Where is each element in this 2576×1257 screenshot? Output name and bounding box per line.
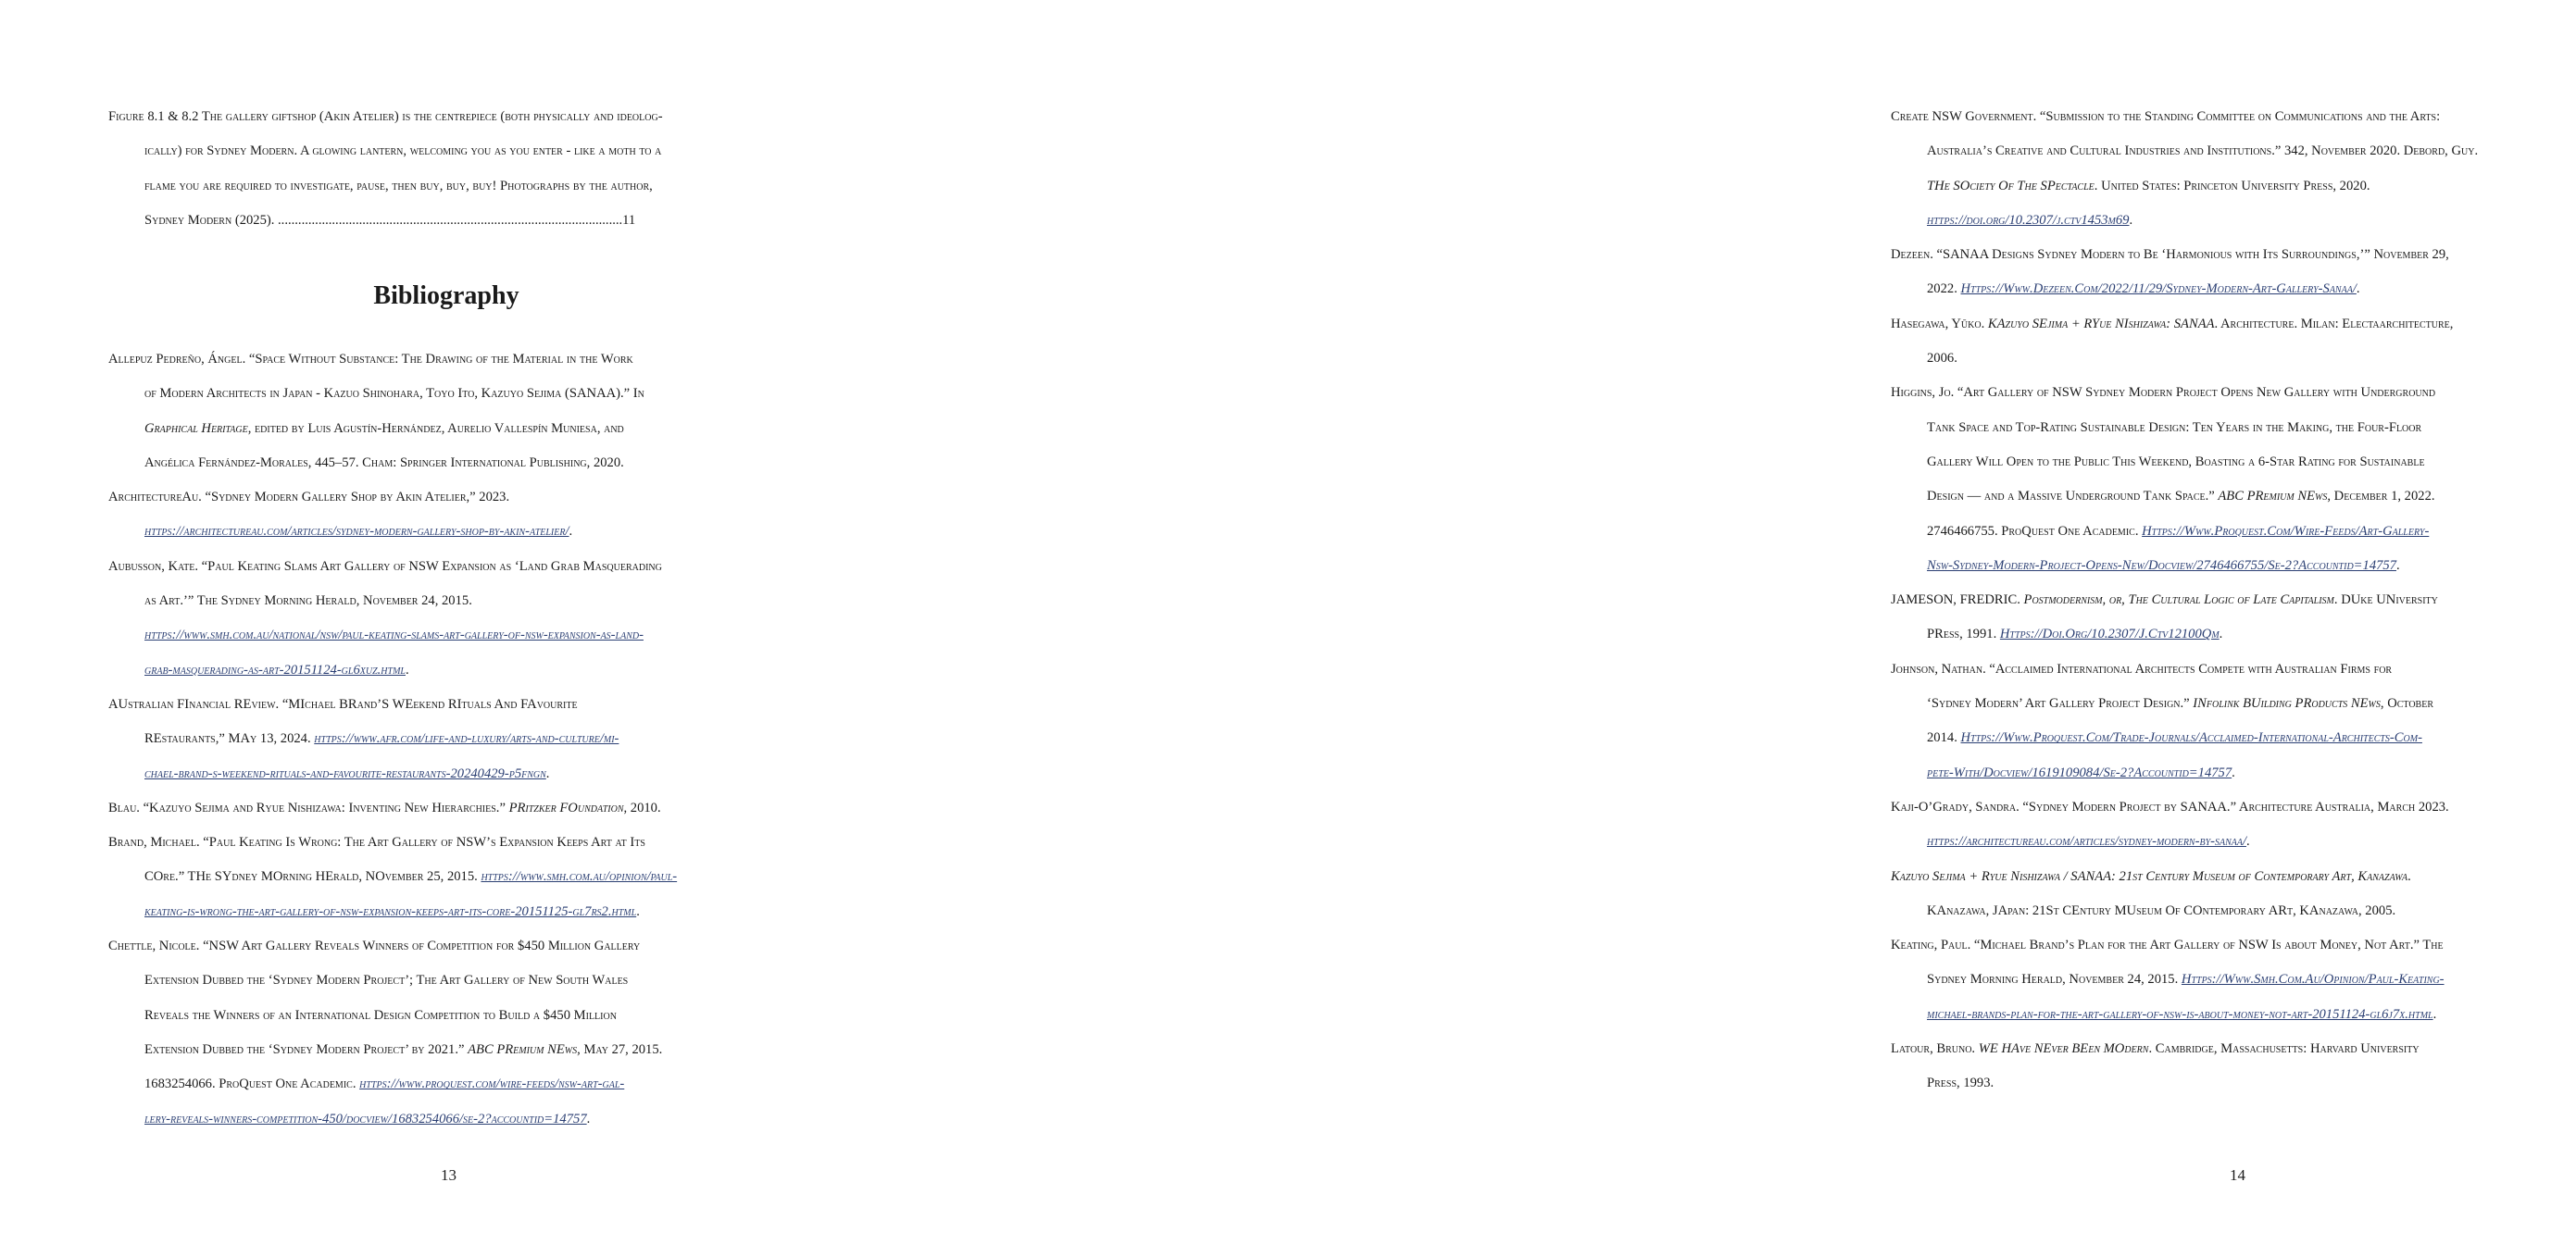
bibliography-entry: [108, 480, 784, 550]
reference-link[interactable]: Https://Www.Proquest.Com/Wire-Feeds/Art-Gallery-: [2142, 523, 2430, 539]
bibliography-entry: [1891, 100, 2576, 238]
bibliography-entry: [1891, 238, 2576, 307]
entry-text: JAMESON, FREDRIC.: [1891, 592, 2024, 608]
entry-text: .: [2129, 212, 2133, 228]
entry-line: [1891, 549, 2576, 583]
reference-link[interactable]: Https://Www.Dezeen.Com/2022/11/29/Sydney-Modern-Art-Gallery-Sanaa/: [1960, 281, 2357, 297]
entry-line: [108, 895, 784, 929]
entry-text: Hasegawa, Yūko.: [1891, 316, 1988, 331]
entry-line: [108, 1102, 784, 1137]
entry-text: .: [2407, 868, 2411, 884]
entry-line: [1891, 307, 2576, 342]
italic-title: PRitzker FOundation: [508, 800, 624, 815]
caption-line: ically) for Sydney Modern. A glowing lantern, welcoming you as you enter - like a moth to a: [144, 143, 662, 159]
entry-line: [1891, 860, 2576, 894]
italic-title: KAzuyo SEjima + RYue NIshizawa: SANAA: [1987, 316, 2215, 331]
italic-title: Kazuyo Sejima + Ryue Nishizawa / SANAA: 21st Century Museum of Contemporary Art, Kanazawa: [1891, 868, 2408, 884]
reference-link[interactable]: Https://Www.Smh.Com.Au/Opinion/Paul-Keating-: [2181, 972, 2445, 988]
entry-text: .: [2356, 281, 2360, 297]
bibliography-entry: [1891, 583, 2576, 653]
entry-text: .: [545, 765, 550, 781]
reference-link[interactable]: michael-brands-plan-for-the-art-gallery-of-nsw-is-about-money-not-art-20151124-gl6j7x.html: [1927, 1006, 2433, 1022]
entry-line: Higgins, Jo. “Art Gallery of NSW Sydney Modern Project Opens New Gallery with Underground: [1891, 385, 2436, 401]
entry-line: [1891, 1032, 2576, 1066]
entry-text: 2746466755. ProQuest One Academic.: [1927, 523, 2143, 539]
bibliography-entry: [108, 929, 784, 1137]
page-number: 14: [2230, 1166, 2245, 1184]
entry-text: . Cambridge, Massachusetts: Harvard University: [2148, 1041, 2420, 1057]
caption-line: flame you are required to investigate, pause, then buy, buy, buy! Photographs by the author,: [144, 178, 653, 193]
entry-line: AUstralian FInancial REview. “MIchael BRand’S WEekend RItuals And FAvourite: [108, 697, 578, 712]
entry-text: .: [569, 524, 573, 540]
reference-link[interactable]: https://doi.org/10.2307/j.ctv1453m69: [1927, 212, 2130, 228]
entry-line: Allepuz Pedreño, Ángel. “Space Without Substance: The Drawing of the Material in the Work: [108, 352, 633, 367]
entry-line: [1891, 583, 2576, 617]
entry-line: Press, 1993.: [1927, 1076, 1995, 1091]
bibliography-entry: [1891, 790, 2576, 860]
entry-line: [108, 860, 784, 894]
italic-title: Postmodernism, or, The Cultural Logic of Late Capitalism: [2023, 592, 2334, 608]
entry-line: Kaji-O’Grady, Sandra. “Sydney Modern Project by SANAA.” Architecture Australia, March 2023.: [1891, 800, 2449, 815]
entry-text: .: [2219, 627, 2223, 642]
entry-line: 2006.: [1927, 351, 1957, 367]
italic-title: THe SOciety Of The SPectacle: [1927, 178, 2095, 193]
bibliography-entry: [1891, 928, 2576, 1032]
entry-line: [108, 412, 784, 446]
entry-line: [108, 791, 784, 826]
reference-link[interactable]: https://www.proquest.com/wire-feeds/nsw-art-gal-: [359, 1077, 625, 1092]
entry-line: [1891, 687, 2576, 721]
entry-text: .: [586, 1111, 591, 1126]
entry-text: Sydney Morning Herald, November 24, 2015.: [1927, 972, 2182, 988]
entry-line: [1891, 825, 2576, 859]
reference-link[interactable]: Https://Www.Proquest.Com/Trade-Journals/Acclaimed-International-Architects-Com-: [1960, 730, 2422, 746]
entry-line: [1891, 515, 2576, 549]
entry-text: , October: [2380, 696, 2433, 712]
figure-caption: [108, 100, 784, 238]
reference-link[interactable]: https://www.smh.com.au/opinion/paul-: [481, 869, 678, 885]
entry-text: .: [2396, 557, 2400, 573]
reference-link[interactable]: pete-With/Docview/1619109084/Se-2?Accountid=14757: [1927, 765, 2232, 780]
entry-text: Latour, Bruno.: [1891, 1041, 1979, 1057]
entry-line: [108, 515, 784, 549]
entry-text: , 2010.: [623, 800, 661, 815]
entry-text: Blau. “Kazuyo Sejima and Ryue Nishizawa: Inventing New Hierarchies.”: [108, 800, 509, 815]
reference-link[interactable]: Nsw-Sydney-Modern-Project-Opens-New/Docview/2746466755/Se-2?Accountid=14757: [1927, 557, 2397, 573]
reference-link[interactable]: https://architectureau.com/articles/sydney-modern-gallery-shop-by-akin-atelier/: [144, 524, 569, 540]
italic-title: ABC PRemium NEws: [468, 1041, 578, 1057]
bibliography-heading: Bibliography: [373, 281, 519, 310]
reference-link[interactable]: https://architectureau.com/articles/sydney-modern-by-sanaa/: [1927, 834, 2247, 850]
entry-text: . DUke UNiversity: [2333, 592, 2438, 608]
entry-line: Create NSW Government. “Submission to the Standing Committee on Communications and the Arts:: [1891, 109, 2441, 124]
entry-text: .: [2232, 765, 2235, 780]
entry-line: Aubusson, Kate. “Paul Keating Slams Art Gallery of NSW Expansion as ‘Land Grab Masquerading: [108, 558, 662, 574]
bibliography-entry: [1891, 1032, 2576, 1101]
reference-link[interactable]: chael-brand-s-weekend-rituals-and-favourite-restaurants-20240429-p5fngn: [144, 765, 546, 781]
entry-text: . United States: Princeton University Press, 2020.: [2094, 178, 2370, 193]
entry-line: [1891, 998, 2576, 1032]
entry-line: Keating, Paul. “Michael Brand’s Plan for the Art Gallery of NSW Is about Money, Not Art.” The: [1891, 938, 2444, 953]
bibliography-entry: [1891, 376, 2576, 583]
entry-line: [1891, 963, 2576, 997]
reference-link[interactable]: Https://Doi.Org/10.2307/J.Ctv12100Qm: [1999, 627, 2220, 642]
entry-line: [108, 653, 784, 688]
entry-line: [108, 722, 784, 756]
italic-title: WE HAve NEver BEen MOdern: [1978, 1041, 2149, 1057]
entry-text: COre.” THe SYdney MOrning HErald, NOvember 25, 2015.: [144, 869, 481, 885]
entry-line: ArchitectureAu. “Sydney Modern Gallery Shop by Akin Atelier,” 2023.: [108, 490, 510, 505]
entry-text: Extension Dubbed the ‘Sydney Modern Project’ by 2021.”: [144, 1041, 469, 1057]
entry-line: of Modern Architects in Japan - Kazuo Shinohara, Toyo Ito, Kazuyo Sejima (SANAA).” In: [144, 386, 644, 402]
reference-link[interactable]: keating-is-wrong-the-art-gallery-of-nsw-expansion-keeps-art-its-core-20151125-gl7rs2.html: [144, 903, 637, 919]
entry-line: [1891, 721, 2576, 755]
reference-link[interactable]: lery-reveals-winners-competition-450/docview/1683254066/se-2?accountid=14757: [144, 1111, 587, 1126]
entry-line: Angélica Fernández-Morales, 445–57. Cham: Springer International Publishing, 2020.: [144, 454, 624, 470]
entry-text: , May 27, 2015.: [577, 1041, 663, 1057]
caption-line: Sydney Modern (2025). ......................................................................................................11: [144, 212, 636, 228]
entry-line: [108, 1067, 784, 1101]
bibliography-entry: [1891, 307, 2576, 377]
entry-text: 1683254066. ProQuest One Academic.: [144, 1077, 360, 1092]
italic-title: INfolink BUilding PRoducts NEws: [2193, 696, 2381, 712]
entry-line: [1891, 204, 2576, 238]
entry-line: [1891, 169, 2576, 204]
italic-title: Graphical Heritage: [144, 420, 248, 436]
entry-text: REstaurants,” MAy 13, 2024.: [144, 731, 315, 747]
entry-line: Dezeen. “SANAA Designs Sydney Modern to Be ‘Harmonious with Its Surroundings,’” November 29,: [1891, 247, 2449, 263]
bibliography-entry: [108, 550, 784, 688]
entry-line: [108, 1033, 784, 1067]
entry-text: , edited by Luis Agustín-Hernández, Aurelio Vallespín Muniesa, and: [247, 420, 624, 436]
entry-line: [108, 757, 784, 791]
bibliography-entry: [108, 688, 784, 791]
right-page: [889, 0, 2479, 1257]
entry-line: Australia’s Creative and Cultural Industries and Institutions.” 342, November 2020. Debord, Guy.: [1927, 143, 2479, 159]
entry-line: Gallery Will Open to the Public This Weekend, Boasting a 6-Star Rating for Sustainable: [1927, 454, 2425, 469]
entry-line: Extension Dubbed the ‘Sydney Modern Project’; The Art Gallery of New South Wales: [144, 973, 629, 989]
entry-text: ‘Sydney Modern’ Art Gallery Project Design.”: [1927, 696, 2194, 712]
entry-text: .: [2246, 834, 2250, 850]
entry-line: as Art.’” The Sydney Morning Herald, November 24, 2015.: [144, 593, 472, 609]
reference-link[interactable]: https://www.afr.com/life-and-luxury/arts-and-culture/mi-: [314, 731, 619, 747]
entry-line: [108, 618, 784, 653]
entry-line: Brand, Michael. “Paul Keating Is Wrong: The Art Gallery of NSW’s Expansion Keeps Art at Its: [108, 835, 645, 851]
caption-line: Figure 8.1 & 8.2 The gallery giftshop (Akin Atelier) is the centrepiece (both physically and ideolog-: [108, 109, 663, 124]
entry-line: [1891, 272, 2576, 306]
entry-text: , December 1, 2022.: [2327, 489, 2435, 504]
entry-text: .: [2432, 1006, 2437, 1022]
entry-line: Johnson, Nathan. “Acclaimed International Architects Compete with Australian Firms for: [1891, 661, 2393, 677]
entry-line: [1891, 479, 2576, 514]
entry-text: .: [636, 903, 640, 919]
entry-line: Reveals the Winners of an International Design Competition to Build a $450 Million: [144, 1007, 617, 1023]
entry-text: .: [405, 662, 409, 678]
entry-line: [1891, 756, 2576, 790]
entry-text: 2014.: [1927, 730, 1961, 746]
entry-text: Design — and a Massive Underground Tank Space.”: [1927, 489, 2219, 504]
entry-line: Chettle, Nicole. “NSW Art Gallery Reveals Winners of Competition for $450 Million Gallery: [108, 939, 641, 954]
left-page: [0, 0, 889, 1257]
entry-text: 2022.: [1927, 281, 1961, 297]
reference-link[interactable]: https://www.smh.com.au/national/nsw/paul-keating-slams-art-gallery-of-nsw-expansion-as-land-: [144, 628, 644, 643]
bibliography-entry: [1891, 860, 2576, 929]
bibliography-entry: [108, 826, 784, 929]
reference-link[interactable]: grab-masquerading-as-art-20151124-gl6xuz.html: [144, 662, 406, 678]
entry-line: Tank Space and Top-Rating Sustainable Design: Ten Years in the Making, the Four-Floor: [1927, 419, 2422, 435]
bibliography-entry: [1891, 653, 2576, 790]
entry-text: PRess, 1991.: [1927, 627, 2000, 642]
entry-text: . Architecture. Milan: Electaarchitecture,: [2214, 316, 2454, 331]
entry-line: KAnazawa, JApan: 21St CEntury MUseum Of COntemporary ARt, KAnazawa, 2005.: [1927, 902, 2396, 918]
bibliography-entry: [108, 791, 784, 826]
page-number: 13: [441, 1166, 456, 1184]
bibliography-entry: [108, 342, 784, 480]
italic-title: ABC PRemium NEws: [2218, 489, 2328, 504]
entry-line: [1891, 617, 2576, 652]
